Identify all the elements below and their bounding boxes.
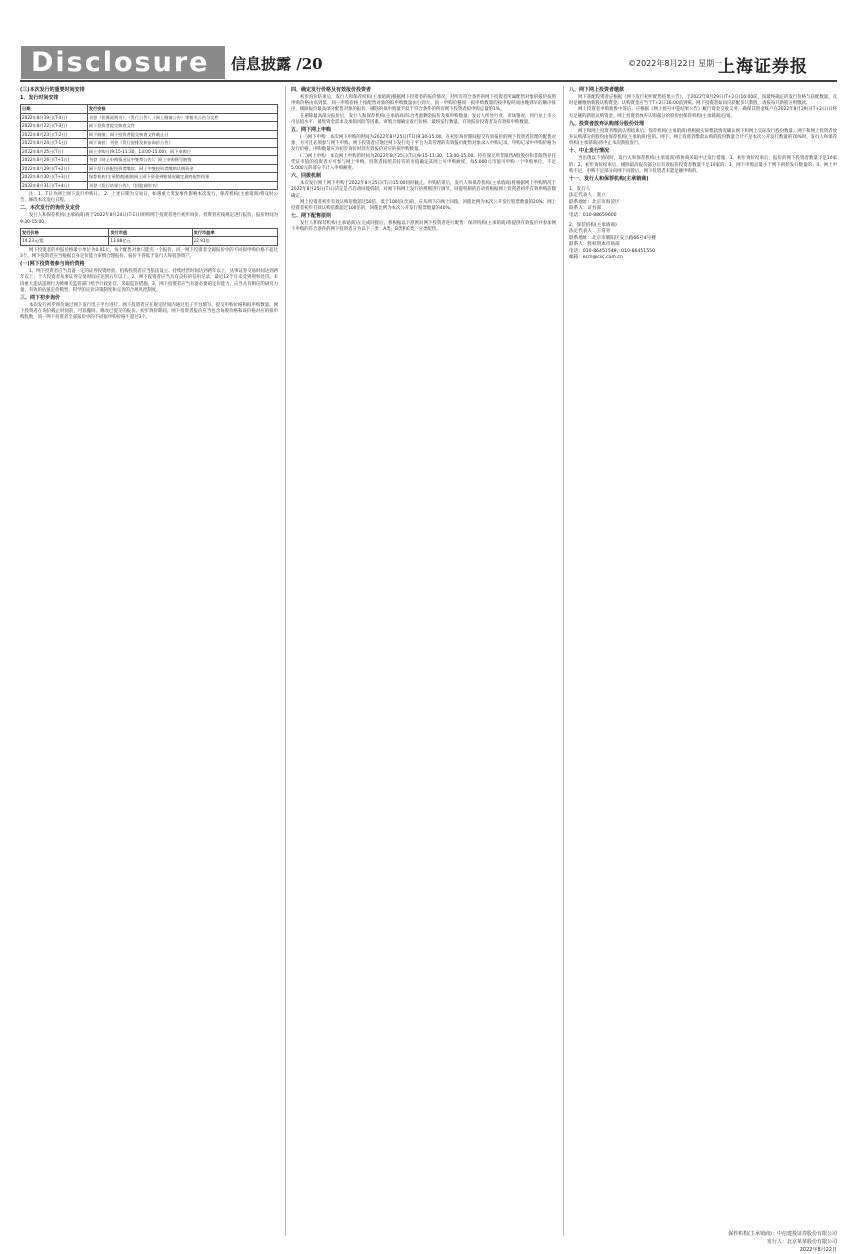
- table-row: [21, 156, 278, 165]
- paragraph: 网下获配投资者应根据《网下发行初步配售结果公告》，于2022年8月29日(T+2日)16:00前，按最终确定的发行价格与获配数量，及时足额缴纳新股认购资金。认购资金应当于T+2日16:00前到账。网下投资者如同日获配多只新股，请按每只新股分别缴款。: [569, 95, 837, 107]
- section-heading: 三、网下初步询价: [20, 295, 61, 302]
- paragraph: 网上投资者申购新股中签后，应根据《网上摇号中签结果公告》履行资金交收义务，确保其资金账户在2022年8月29日(T+2日)日终有足额的新股认购资金。网上投资者放弃认购部分的股份由保荐机构(主承销商)包销。: [569, 107, 837, 119]
- issue-date: ©2022年8月22日 星期一: [628, 59, 723, 68]
- contact-title: 2、保荐机构(主承销商): [569, 223, 617, 229]
- column-3: [569, 86, 837, 1241]
- table-row: [21, 173, 278, 182]
- paragraph: 发行人和保荐机构(主承销商)在完成回拨后，将根据以下原则对网下投资者进行配售：保荐机构(主承销商)将提供有效报价并参加网下申购的符合条件的网下投资者分为以下三类：A类、B类和C类，分类配售。: [291, 221, 556, 233]
- table-cell: 2022年8月29日(T+2日): [21, 164, 88, 173]
- table-cell: 刊登《网上申购情况及中签率公告》；网上申购摇号抽签: [87, 156, 277, 165]
- table-notes: 注：1、T日为网上网下发行申购日。 2、上述日期为交易日，如遇重大突发事件影响本次发行，保荐机构(主承销商)将及时公告，修改本次发行日程。: [20, 192, 278, 204]
- table-cell: 2022年8月19日(T-4日): [21, 113, 88, 122]
- pricing-table: [20, 228, 278, 246]
- contact-line: 电话：010-88659600: [569, 212, 617, 218]
- newspaper-logo: 上海证券报: [718, 57, 808, 77]
- schedule-table: [20, 104, 278, 190]
- disclosure-banner: Disclosure: [21, 46, 225, 79]
- paragraph: 当出现以下情况时，发行人和保荐机构(主承销商)将协商采取中止发行措施：1、初步询价结束后，报价的网下投资者数量不足10家的；2、初步询价结束后，剔除最高报价部分后有效报价投资者数量不足10家的；3、网下申购总量小于网下初始发行数量的；4、网上申购不足，申购不足部分向网下回拨后，网下投资者未能足额申购的。: [569, 156, 837, 174]
- table-header-row: [21, 105, 278, 114]
- signature-date: 2022年8月22日: [799, 1247, 837, 1253]
- section-heading: 六、回拨机制: [291, 173, 322, 180]
- table-cell: 22.91倍: [192, 237, 277, 246]
- table-header: 日期: [21, 105, 88, 114]
- section-heading: 八、网下网上投资者缴款: [569, 87, 625, 93]
- table-cell: 刊登《发行结果公告》、《招股说明书》: [87, 181, 277, 190]
- contact-line: 联系人：股权资本市场部: [569, 242, 620, 248]
- table-cell: 2022年8月24日(T-1日): [21, 139, 88, 148]
- paragraph: 在剔除最高部分报价后，发行人和保荐机构(主承销商)综合考虑剩余报价及拟申购数量、发行人所处行业、市场情况、同行业上市公司估值水平、募集资金需求及承销风险等因素，审慎合理确定发行价格、最终发行数量、有效报价投资者及有效拟申购数量。: [291, 113, 556, 125]
- section-heading: 九、投资者放弃认购部分股份处理: [569, 120, 645, 127]
- signature-block: [610, 1238, 837, 1245]
- paragraph: (一)网下申购：本次网下申购的时间为2022年8月25日(T日)9:30-15:00。在初步询价期间提交有效报价的网下投资者管理的配售对象，方可且必须参与网下申购。网下投资者应通过网下发行电子平台为其管理的有效报价配售对象录入申购记录，申购记录中申购价格为发行价格，申购数量应为初步询价时其有效报价对应的拟申购数量。: [291, 135, 556, 153]
- section-title: 信息披露 /20: [231, 55, 323, 73]
- table-row: [21, 130, 278, 139]
- underwriter-contact: [569, 223, 837, 261]
- table-header: 发行安排: [87, 105, 277, 114]
- underwriter-signature: 保荐机构(主承销商)：中信建投证券股份有限公司: [728, 1231, 837, 1237]
- table-row: [21, 147, 278, 156]
- table-cell: 2022年8月25日(T日): [21, 147, 88, 156]
- contact-line: 法定代表人：张立: [569, 193, 606, 199]
- article-body: [20, 86, 837, 1241]
- table-row: [21, 139, 278, 148]
- table-row: [21, 164, 278, 173]
- header-rule: [20, 80, 837, 82]
- table-cell: 13.88亿元: [109, 237, 192, 246]
- table-title: (三)本次发行的重要时间安排: [20, 87, 85, 93]
- issuer-contact: [569, 187, 837, 219]
- section-heading: 十一、发行人和保荐机构(主承销商): [569, 176, 649, 183]
- table-cell: 网下发行获配投资者缴款；网上中签投资者缴纳认购资金: [87, 164, 277, 173]
- paragraph: 发行人和保荐机构(主承销商)将于2022年8月24日(T-1日)组织网下投资者进行初步询价。投资者应按规定进行报价，报价时间为9:30-15:00。: [20, 213, 278, 225]
- section-heading: 十、中止发行情况: [569, 148, 610, 155]
- contact-line: 联系地址：北京市朝阳区安立路66号4号楼: [569, 235, 656, 241]
- paragraph: 网上投资者初步有效认购倍数超过50倍、低于100倍(含)的，应从网下向网上回拨，回拨比例为本次公开发行股票数量的20%；网上投资者初步有效认购倍数超过100倍的，回拨比例为本次公开发行股票数量的40%。: [291, 199, 556, 212]
- table-cell: 2022年8月30日(T+3日): [21, 173, 88, 182]
- contact-line: 联系人：证券部: [569, 206, 602, 212]
- table-cell: 2022年8月26日(T+1日): [21, 156, 88, 165]
- section-heading: 二、本次发行的询价及定价: [20, 205, 81, 212]
- table-header: 发行市盈率: [192, 228, 277, 237]
- table-cell: 刊登《招募说明书》、《发行公告》、《网上路演公告》等相关公告与文件: [87, 113, 277, 122]
- paragraph: 本次发行网上网下申购于2022年8月25日(T日)15:00同时截止。申购结束后，发行人和保荐机构(主承销商)将根据网上申购情况于2022年8月25日(T日)决定是否启动回拨机制，对网下和网上发行的规模进行调节。回拨机制的启动将根据网上投资者初步有效申购倍数确定。: [291, 181, 556, 199]
- column-2: [291, 86, 556, 1241]
- section-heading: 七、网下配售原则: [291, 213, 332, 220]
- paragraph: 初步询价结束后，发行人和保荐机构(主承销商)根据网下投资者的报价情况，对所有符合条件的网下投资者所属配售对象的报价按照申购价格由高到低、同一申购价格上按配售对象的拟申购数量由小到大、同一申购价格同一拟申购数量的按申报时间由晚到早的顺序排序，剔除报价最高部分配售对象的报价，剔除的拟申购量不低于符合条件的所有网下投资者拟申购总量的1%。: [291, 95, 556, 113]
- table-header: 发行价格: [21, 228, 109, 237]
- paragraph: 本次发行初步询价通过网下发行电子平台进行。网下投资者应在规定时间内通过电子平台填写、提交申购价格和拟申购数量。网下投资者在询价截止时间前，可以撤回、修改已提交的报价。初步询价期间，网下投资者报价应当包含每股价格和该价格对应的拟申购股数，同一网下投资者全部报价中的不同拟申购价格不超过3个。: [20, 303, 278, 321]
- section-heading: 四、确定发行价格及有效报价投资者: [291, 87, 372, 93]
- table-cell: 网下路演；网下投资者提交核查文件截止日: [87, 130, 277, 139]
- table-subtitle: 1、发行时间安排: [20, 95, 59, 101]
- masthead: [0, 0, 857, 78]
- table-cell: 14.23元/股: [21, 237, 109, 246]
- paragraph: 网下投资者的申报价格最小单位为0.01元，每个配售对象只能有一个报价，同一网下投资者全部报价中的不同拟申购价格不超过3个。网下投资者应当根据自身定价能力审慎合理报价，报价不得低于发行人每股净资产。: [20, 247, 278, 260]
- column-1: [20, 86, 278, 1241]
- table-row: [21, 181, 278, 190]
- table-cell: 2022年8月23日(T-2日): [21, 130, 88, 139]
- paragraph: (二)网上申购：本次网上申购的时间为2022年8月25日(T日)9:15-11:30、13:00-15:00。持有深交所非限售A股股份和非限售存托凭证市值的投资者方可参与网上申购。投资者按照其持有的市值确定其网上可申购额度，每5,000元市值可申购一个申购单位，不足5,000元的部分不计入申购额度。: [291, 153, 556, 172]
- issuer-signature: 发行人：北京某某股份有限公司: [766, 1239, 837, 1245]
- table-row: [21, 122, 278, 131]
- table-header: 发行市值: [109, 228, 192, 237]
- section-heading: (一)网下投资者参与询价资格: [20, 261, 85, 268]
- table-cell: 网下询价；刊登《发行安排及初步询价公告》: [87, 139, 277, 148]
- table-row: [21, 113, 278, 122]
- table-cell: 2022年8月22日(T-3日): [21, 122, 88, 131]
- paragraph: 1、网下投资者应当具备一定的证券投资经验。机构投资者应当依法设立、持续经营时间达到两年以上，从事证券交易时间达到两年以上；个人投资者从事证券交易时间应达到五年以上。2、网下投资者应当具有良好的信用记录，最近12个月未受到刑事处罚、未因重大违法违规行为被相关监管部门给予行政处罚、采取监管措施。3、网下投资者应当具备必要的定价能力，应当具有相应的研究力量、有效的估值定价模型、科学的定价决策制度和完善的合规风控制度。: [20, 269, 278, 293]
- contact-title: 1、发行人: [569, 187, 591, 193]
- paragraph: 网下和网上投资者缴款认购结束后，保荐机构(主承销商)将根据实际缴款情况确认网下和网上实际发行股份数量。网下和网上投资者放弃认购部分的股份由保荐机构(主承销商)包销。网下、网上投资者缴款认购的股份数量合计不足本次公开发行数量的70%时，发行人和保荐机构(主承销商)将中止本次新股发行。: [569, 128, 837, 147]
- table-cell: 网下投资者提交核查文件: [87, 122, 277, 131]
- table-cell: 网上申购日(9:15-11:30，13:00-15:00)；网下申购日: [87, 147, 277, 156]
- contact-line: 法定代表人：王常青: [569, 229, 611, 235]
- contact-line: 电话：010-86451549、010-86451550: [569, 248, 655, 254]
- contact-line: 邮箱：ecm@csc.com.cn: [569, 255, 623, 261]
- section-heading: 五、网下网上申购: [291, 127, 332, 134]
- table-cell: 保荐机构(主承销商)根据网上网下资金到账情况确定最终配售结果: [87, 173, 277, 182]
- table-cell: 2022年8月31日(T+4日): [21, 181, 88, 190]
- contact-line: 联系地址：北京市海淀区: [569, 199, 620, 205]
